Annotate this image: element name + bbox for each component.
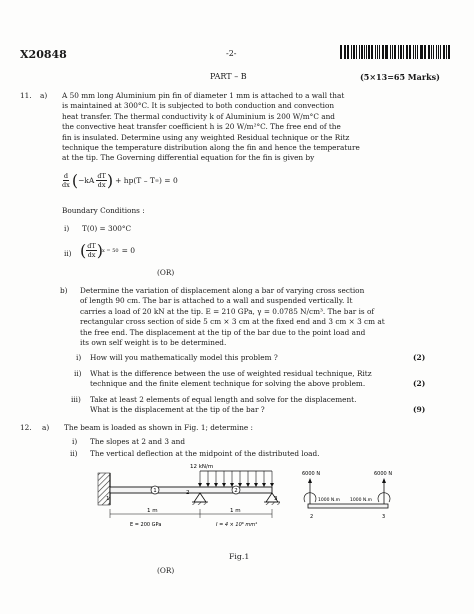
bc1-equation: T(0) = 300°C bbox=[82, 224, 132, 233]
or-1: (OR) bbox=[157, 268, 175, 277]
q11b-sub-label: iii) bbox=[71, 395, 81, 404]
fbd-node-2-label: 2 bbox=[310, 514, 314, 520]
barcode-bar bbox=[340, 45, 342, 59]
q11b-sub-text: How will you mathematically model this problem ? bbox=[90, 353, 278, 362]
paper-code: X20848 bbox=[20, 48, 67, 61]
q11a-label: a) bbox=[40, 91, 48, 100]
page-number: -2- bbox=[226, 49, 237, 58]
barcode-bar bbox=[409, 45, 411, 59]
q11b-line: Determine the variation of displacement along a bar of varying cross section bbox=[80, 286, 365, 295]
moment-right-label: 1000 N.m bbox=[350, 498, 373, 503]
barcode-bar bbox=[368, 45, 370, 59]
barcode-bar bbox=[420, 45, 423, 59]
q11a-text bbox=[62, 91, 410, 164]
q11b-sub-mark: (9) bbox=[413, 405, 426, 414]
force-left-label: 6000 N bbox=[302, 471, 321, 477]
q12a-item-text: The slopes at 2 and 3 and bbox=[90, 437, 186, 446]
barcode-bar bbox=[417, 45, 418, 59]
eq-minus-ka: −kA bbox=[78, 176, 95, 185]
moment-left-label: 1000 N.m bbox=[318, 498, 341, 503]
node-2-label: 2 bbox=[186, 490, 190, 496]
q11b-sub-label: ii) bbox=[74, 369, 82, 378]
q11b-line: the free end. The displacement at the tip of the bar due to the point load and bbox=[80, 327, 366, 337]
barcode-bar bbox=[344, 45, 345, 59]
barcode-bar bbox=[361, 45, 363, 59]
barcode-bar bbox=[438, 45, 439, 59]
q11b-line: of length 90 cm. The bar is attached to a wall and suspended vertically. It bbox=[80, 296, 353, 306]
figure-caption: Fig.1 bbox=[229, 552, 250, 561]
barcode-bar bbox=[379, 45, 380, 59]
element-1-label: 1 bbox=[153, 488, 157, 494]
barcode-bar bbox=[351, 45, 352, 59]
barcode-bar bbox=[424, 45, 425, 59]
barcode-bar bbox=[382, 45, 384, 59]
barcode-bar bbox=[377, 45, 378, 59]
barcode-bar bbox=[415, 45, 416, 59]
beam-figure bbox=[90, 460, 290, 540]
udl-arrows bbox=[198, 471, 274, 487]
barcode-bar bbox=[371, 45, 374, 59]
barcode-bar bbox=[406, 45, 407, 59]
q11b-sub-mark: (2) bbox=[413, 353, 426, 362]
barcode-bar bbox=[347, 45, 349, 59]
q12a-item-label: ii) bbox=[70, 449, 78, 458]
or-2: (OR) bbox=[157, 566, 175, 575]
q11-number: 11. bbox=[20, 91, 32, 100]
q12a-item-text: The vertical deflection at the midpoint of the distributed load. bbox=[90, 449, 320, 458]
q11a-line: heat transfer. The thermal conductivity k of Aluminium is 200 W/m°C and bbox=[62, 111, 335, 121]
q11a-line: technique the temperature distribution along the fin and hence the temperature bbox=[62, 143, 360, 153]
barcode-bar bbox=[356, 45, 357, 59]
inertia-label: I = 4 × 10⁶ mm⁴ bbox=[216, 522, 258, 528]
barcode-bar bbox=[413, 45, 415, 59]
barcode-bar bbox=[390, 45, 391, 59]
q11b-sub-label: i) bbox=[76, 353, 82, 362]
bc1-label: i) bbox=[64, 224, 70, 233]
barcode-bar bbox=[366, 45, 367, 59]
bc2-equation: ( $\frac{dT}{dx}$ ) x = 50 = 0 bbox=[80, 241, 136, 260]
barcode-bar bbox=[448, 45, 450, 59]
q11a-line: at the tip. The Governing differential equation for the fin is given by bbox=[62, 153, 315, 163]
q11b-sub-text: What is the difference between the use of weighted residual technique, Ritz technique and the finite element technique for solving the above problem. bbox=[90, 369, 372, 389]
q11b-line: rectangular cross section of side 5 cm × 3 cm at the fixed end and 3 cm × 3 cm at bbox=[80, 317, 385, 327]
q11b-sub-mark: (2) bbox=[413, 379, 426, 388]
q11a-line: A 50 mm long Aluminium pin fin of diameter 1 mm is attached to a wall that bbox=[62, 91, 345, 100]
bc2-label: ii) bbox=[64, 249, 72, 258]
q12a-text: The beam is loaded as shown in Fig. 1; determine : bbox=[64, 423, 254, 432]
modulus-label: E = 200 GPa bbox=[130, 522, 162, 528]
barcode-bar bbox=[440, 45, 441, 59]
q11b-line: its own self weight is to be determined. bbox=[80, 338, 227, 348]
length-1-label: 1 m bbox=[147, 508, 158, 514]
part-title: PART – B bbox=[210, 72, 247, 81]
node-1-label: 1 bbox=[106, 496, 110, 502]
barcode-bar bbox=[428, 45, 430, 59]
part-marks: (5×13=65 Marks) bbox=[360, 72, 440, 82]
pin-support-2 bbox=[192, 493, 208, 505]
pin-support-3 bbox=[264, 493, 280, 505]
beam bbox=[110, 487, 272, 493]
barcode-bar bbox=[425, 45, 426, 59]
fbd-beam bbox=[308, 504, 388, 508]
q12a-item-label: i) bbox=[72, 437, 78, 446]
barcode-bar bbox=[386, 45, 388, 59]
force-right-label: 6000 N bbox=[374, 471, 393, 477]
barcode-bar bbox=[433, 45, 435, 59]
q11b-sub-text: Take at least 2 elements of equal length and solve for the displacement. What is the displacement at the tip of the bar ? bbox=[90, 395, 357, 415]
eq-dt-dx: $\frac{dT}{dx}$ bbox=[97, 172, 106, 189]
q11b-line: carries a load of 20 kN at the tip. E = 210 GPa, γ = 0.0785 N/cm³. The bar is of bbox=[80, 306, 375, 316]
barcode-bar bbox=[364, 45, 365, 59]
element-2-label: 2 bbox=[234, 488, 238, 494]
fbd-node-3-label: 3 bbox=[382, 514, 386, 520]
barcode-bar bbox=[431, 45, 432, 59]
barcode bbox=[340, 45, 452, 59]
eq-rest: + hp(T – T bbox=[115, 176, 155, 185]
udl-label: 12 kN/m bbox=[190, 464, 214, 470]
q11a-line: the convective heat transfer coefficient h is 20 W/m²°C. The free end of the bbox=[62, 122, 341, 132]
barcode-bar bbox=[375, 45, 376, 59]
barcode-bar bbox=[407, 45, 408, 59]
barcode-bar bbox=[400, 45, 402, 59]
q11b-label: b) bbox=[60, 286, 68, 295]
boundary-conditions-title: Boundary Conditions : bbox=[62, 206, 145, 215]
barcode-bar bbox=[385, 45, 386, 59]
barcode-bar bbox=[443, 45, 446, 59]
length-2-label: 1 m bbox=[230, 508, 241, 514]
q12-number: 12. bbox=[20, 423, 32, 432]
q11b-text bbox=[80, 286, 414, 348]
barcode-bar bbox=[403, 45, 404, 59]
barcode-bar bbox=[359, 45, 360, 59]
barcode-bar bbox=[394, 45, 397, 59]
node-3-label: 3 bbox=[274, 496, 278, 502]
q11a-line: is maintained at 300°C. It is subjected to both conduction and convection bbox=[62, 101, 335, 111]
barcode-bar bbox=[436, 45, 437, 59]
barcode-bar bbox=[353, 45, 356, 59]
barcode-bar bbox=[345, 45, 346, 59]
governing-equation: $\frac{d}{dx}$ ( −kA $\frac{dT}{dx}$ ) + hp(T – T ∞ ) = 0 bbox=[62, 171, 178, 190]
q11a-line: fin is insulated. Determine using any weighted Residual technique or the Ritz bbox=[62, 132, 350, 142]
q12a-label: a) bbox=[42, 423, 50, 432]
barcode-bar bbox=[446, 45, 447, 59]
eq-d-dx: $\frac{d}{dx}$ bbox=[62, 172, 70, 189]
free-body-diagram bbox=[298, 468, 402, 532]
barcode-bar bbox=[398, 45, 399, 59]
barcode-bar bbox=[392, 45, 393, 59]
